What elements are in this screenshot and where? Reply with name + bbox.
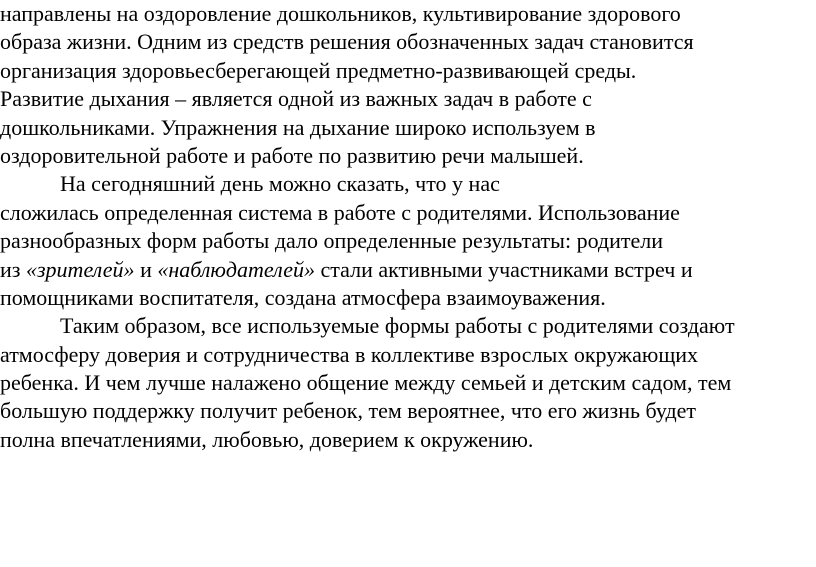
italic-text: «наблюдателей» [157,256,316,282]
text-line [0,341,816,369]
text-segment: ребенка. И чем лучше налажено общение между семьей и детским садом, тем [0,370,732,396]
text-line [0,142,816,170]
text-segment: из [0,256,26,282]
text-segment: образа жизни. Одним из средств решения обозначенных задач становится [0,29,694,55]
text-segment: Таким образом, все используемые формы работы с родителями создают [60,313,735,339]
text-segment: организация здоровьесберегающей предметно-развивающей среды. [0,57,637,83]
text-segment: и [134,256,158,282]
italic-text: «зрителей» [25,256,135,282]
text-segment: помощниками воспитателя, создана атмосфера взаимоуважения. [0,284,606,310]
text-segment: направлены на оздоровление дошкольников, культивирование здорового [0,1,681,26]
text-line [0,114,816,142]
text-line [0,227,816,255]
text-line [0,426,816,454]
text-segment: полна впечатлениями, любовью, доверием к окружению. [0,426,534,452]
text-line [0,256,816,284]
text-segment: сложилась определенная система в работе с родителями. Использование [0,199,680,225]
text-line [0,0,816,28]
text-line [0,397,816,425]
text-segment: Развитие дыхания – является одной из важных задач в работе с [0,86,592,112]
text-segment: разнообразных форм работы дало определенные результаты: родители [0,228,664,254]
text-line [0,28,816,56]
text-line [0,170,816,198]
text-line [0,312,816,340]
text-segment: На сегодняшний день можно сказать, что у нас [60,171,500,197]
text-segment: стали активными участниками встреч и [315,256,693,282]
text-segment: большую поддержку получит ребенок, тем вероятнее, что его жизнь будет [0,398,697,424]
text-segment: оздоровительной работе и работе по развитию речи малышей. [0,142,584,168]
text-line [0,85,816,113]
text-segment: атмосферу доверия и сотрудничества в коллективе взрослых окружающих [0,341,699,367]
text-segment: дошкольниками. Упражнения на дыхание широко используем в [0,114,596,140]
text-line [0,369,816,397]
text-line [0,284,816,312]
text-line [0,57,816,85]
text-line [0,199,816,227]
